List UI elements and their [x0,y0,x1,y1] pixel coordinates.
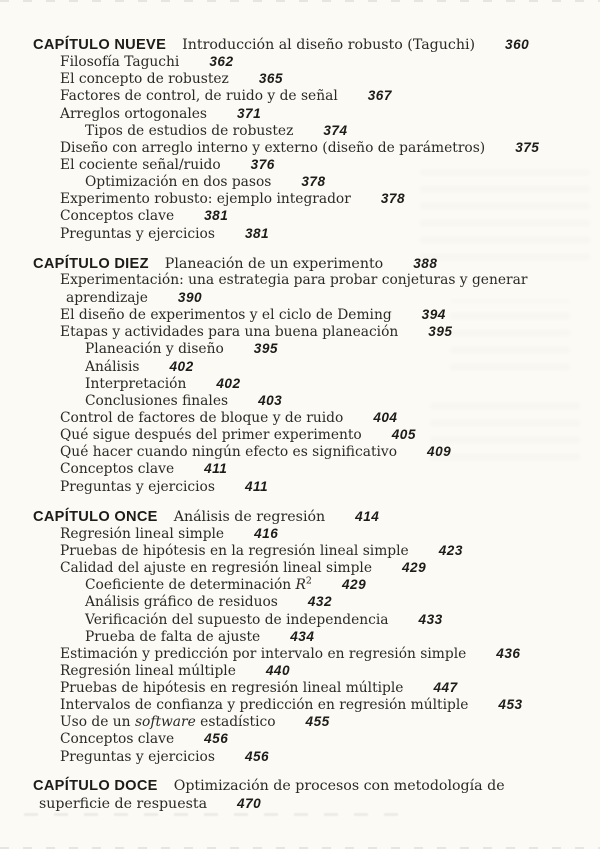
toc-entry [33,611,586,628]
toc-entry-text: Conceptos clave [60,208,175,225]
toc-entry-text: Experimento robusto: ejemplo integrador [60,191,351,208]
page-number: 414 [355,508,380,524]
chapter-block [33,778,586,812]
toc-entry [33,542,586,559]
toc-entry [33,323,586,340]
page-number: 433 [418,611,443,627]
page-number: 367 [367,88,392,104]
toc-entry-text-part: software [134,714,196,731]
toc-entry [33,306,586,323]
toc-entry [33,525,586,542]
toc-entry-text: Tipos de estudios de robustez [85,122,294,139]
toc-entry-text: El diseño de experimentos y el ciclo de Deming [60,307,392,324]
toc-entry [33,156,586,173]
toc-entry [33,748,586,765]
toc-entry [33,696,586,713]
toc-entry-text: Conceptos clave [60,461,175,478]
toc-entry-text [85,577,312,593]
toc-entry-text: Intervalos de confianza y predicción en regresión múltiple [60,697,469,714]
toc-entry [33,443,586,460]
toc-entry-text-part: estadístico [195,714,276,731]
page-number: 376 [250,156,275,172]
toc-entry-text: Análisis gráfico de residuos [85,594,278,611]
toc-entry-text: El concepto de robustez [60,71,229,88]
toc-entry-text: Preguntas y ejercicios [60,748,215,765]
toc-entry [33,392,586,409]
chapter-block [33,36,586,242]
page-number: 429 [402,560,427,576]
chapter-label: CAPÍTULO DOCE [33,777,158,794]
page-number: 371 [237,105,262,121]
chapter-heading [33,255,586,272]
page-number: 434 [290,628,315,644]
toc-entry-text: Factores de control, de ruido y de señal [60,88,338,105]
toc-entry [33,662,586,679]
toc-entry-text: El cociente señal/ruido [60,156,221,173]
toc-entry [33,225,586,242]
page-number: 456 [204,731,229,747]
toc-entry [33,190,586,207]
toc-entry-text: Conclusiones finales [85,392,229,409]
page-number: 388 [413,255,438,271]
toc-entry [33,576,586,593]
page-number: 403 [258,392,283,408]
page-number: 455 [305,714,330,730]
page-number: 378 [301,174,326,190]
toc-entry-text-part: 2 [305,575,312,587]
page-number: 404 [373,409,398,425]
toc-entry [33,593,586,610]
toc-entry-text: Verificación del supuesto de independencia [85,611,389,628]
page-number: 429 [341,577,367,593]
page-number: 416 [254,525,279,541]
toc-entry-text: Etapas y actividades para una buena planeación [60,324,399,341]
toc-entry [33,340,586,357]
toc-entry-text: Estimación y predicción por intervalo en regresión simple [60,645,467,662]
page-number: 456 [244,748,270,764]
toc-entry [33,426,586,443]
toc-entry [33,53,586,70]
toc-entry-text-part: Coeficiente de determinación [85,577,296,594]
toc-entry-text-part: Uso de un [60,714,135,731]
chapter-heading [33,508,586,525]
page-number: 402 [216,375,241,391]
chapter-block [33,255,586,495]
chapter-heading-continuation [33,795,586,812]
toc-entry [33,87,586,104]
toc-entry [33,460,586,477]
toc-entry-text: Planeación y diseño [85,341,224,358]
page-number: 360 [505,37,530,52]
toc-entry-text: Calidad del ajuste en regresión lineal simple [60,560,372,577]
toc-entry [33,559,586,576]
toc-entry-text: Pruebas de hipótesis en regresión lineal múltiple [60,680,404,697]
chapter-title: Optimización de procesos con metodología de [173,777,505,794]
toc-entry-continuation [33,289,586,306]
toc-entry [33,679,586,696]
page-number: 381 [244,225,270,241]
page-number: 440 [265,662,291,678]
page-number: 374 [323,122,348,138]
page-number: 447 [433,680,458,696]
page-number: 378 [380,191,406,207]
chapter-heading [33,778,586,795]
chapter-label: CAPÍTULO DIEZ [33,255,149,272]
toc-entry [33,139,586,156]
toc-entry-text: Filosofía Taguchi [60,54,180,71]
chapter-title: Análisis de regresión [173,508,326,525]
toc-entry [33,272,586,289]
toc-entry-text: Regresión lineal múltiple [60,662,236,679]
toc-entry-text: aprendizaje [66,289,148,306]
page-number: 395 [428,324,453,340]
toc-entry-text: Qué sigue después del primer experimento [60,427,362,444]
toc-entry-text: Preguntas y ejercicios [60,225,215,242]
toc-entry [33,478,586,495]
toc-entry-text: Pruebas de hipótesis en la regresión lineal simple [60,542,409,559]
chapter-label: CAPÍTULO NUEVE [33,37,167,53]
page-number: 402 [169,358,194,374]
toc-entry [33,70,586,87]
chapter-title-continuation: superficie de respuesta [39,795,208,812]
toc-entry [33,105,586,122]
toc [33,36,586,812]
page-number: 405 [391,427,416,443]
toc-entry-text [60,714,276,730]
toc-entry [33,122,586,139]
chapter-heading [33,36,586,53]
page-number: 432 [307,594,333,610]
toc-entry-text: Preguntas y ejercicios [60,478,215,495]
page-number: 365 [258,71,283,87]
toc-entry-text: Conceptos clave [60,731,175,748]
chapter-title: Planeación de un experimento [164,255,384,272]
toc-entry-text: Interpretación [85,375,187,392]
toc-entry [33,730,586,747]
chapter-title: Introducción al diseño robusto (Taguchi) [182,37,476,53]
toc-entry [33,207,586,224]
toc-entry-text: Optimización en dos pasos [85,174,272,191]
page-number: 411 [204,461,228,477]
toc-entry-text: Análisis [85,358,140,375]
toc-entry [33,628,586,645]
page-number: 394 [421,307,446,323]
toc-entry [33,358,586,375]
toc-entry-text: Control de factores de bloque y de ruido [60,409,344,426]
page-number: 470 [237,795,262,811]
page-number: 411 [244,478,269,494]
toc-entry [33,713,586,730]
toc-entry [33,645,586,662]
toc-entry-text: Arreglos ortogonales [60,105,207,122]
page-number: 395 [253,341,278,357]
toc-entry-text-part: R [295,577,306,594]
toc-entry-text: Prueba de falta de ajuste [85,628,261,645]
page-number: 362 [209,54,234,70]
page-number: 409 [427,444,452,460]
toc-entry-text: Experimentación: una estrategia para probar conjeturas y generar [60,271,528,288]
toc-entry [33,375,586,392]
page-number: 453 [498,697,523,713]
page-number: 423 [438,542,463,558]
page-number: 436 [496,645,521,661]
toc-entry-text: Qué hacer cuando ningún efecto es significativo [60,444,398,461]
chapter-block [33,508,586,765]
toc-entry [33,409,586,426]
scan-smudge-artifact [24,813,414,816]
page-number: 390 [177,289,203,305]
page-number: 375 [515,139,540,155]
toc-entry-text: Regresión lineal simple [60,525,225,542]
page-number: 381 [204,208,229,224]
chapter-label: CAPÍTULO ONCE [33,508,158,525]
toc-entry-text: Diseño con arreglo interno y externo (diseño de parámetros) [60,139,486,156]
toc-entry [33,173,586,190]
